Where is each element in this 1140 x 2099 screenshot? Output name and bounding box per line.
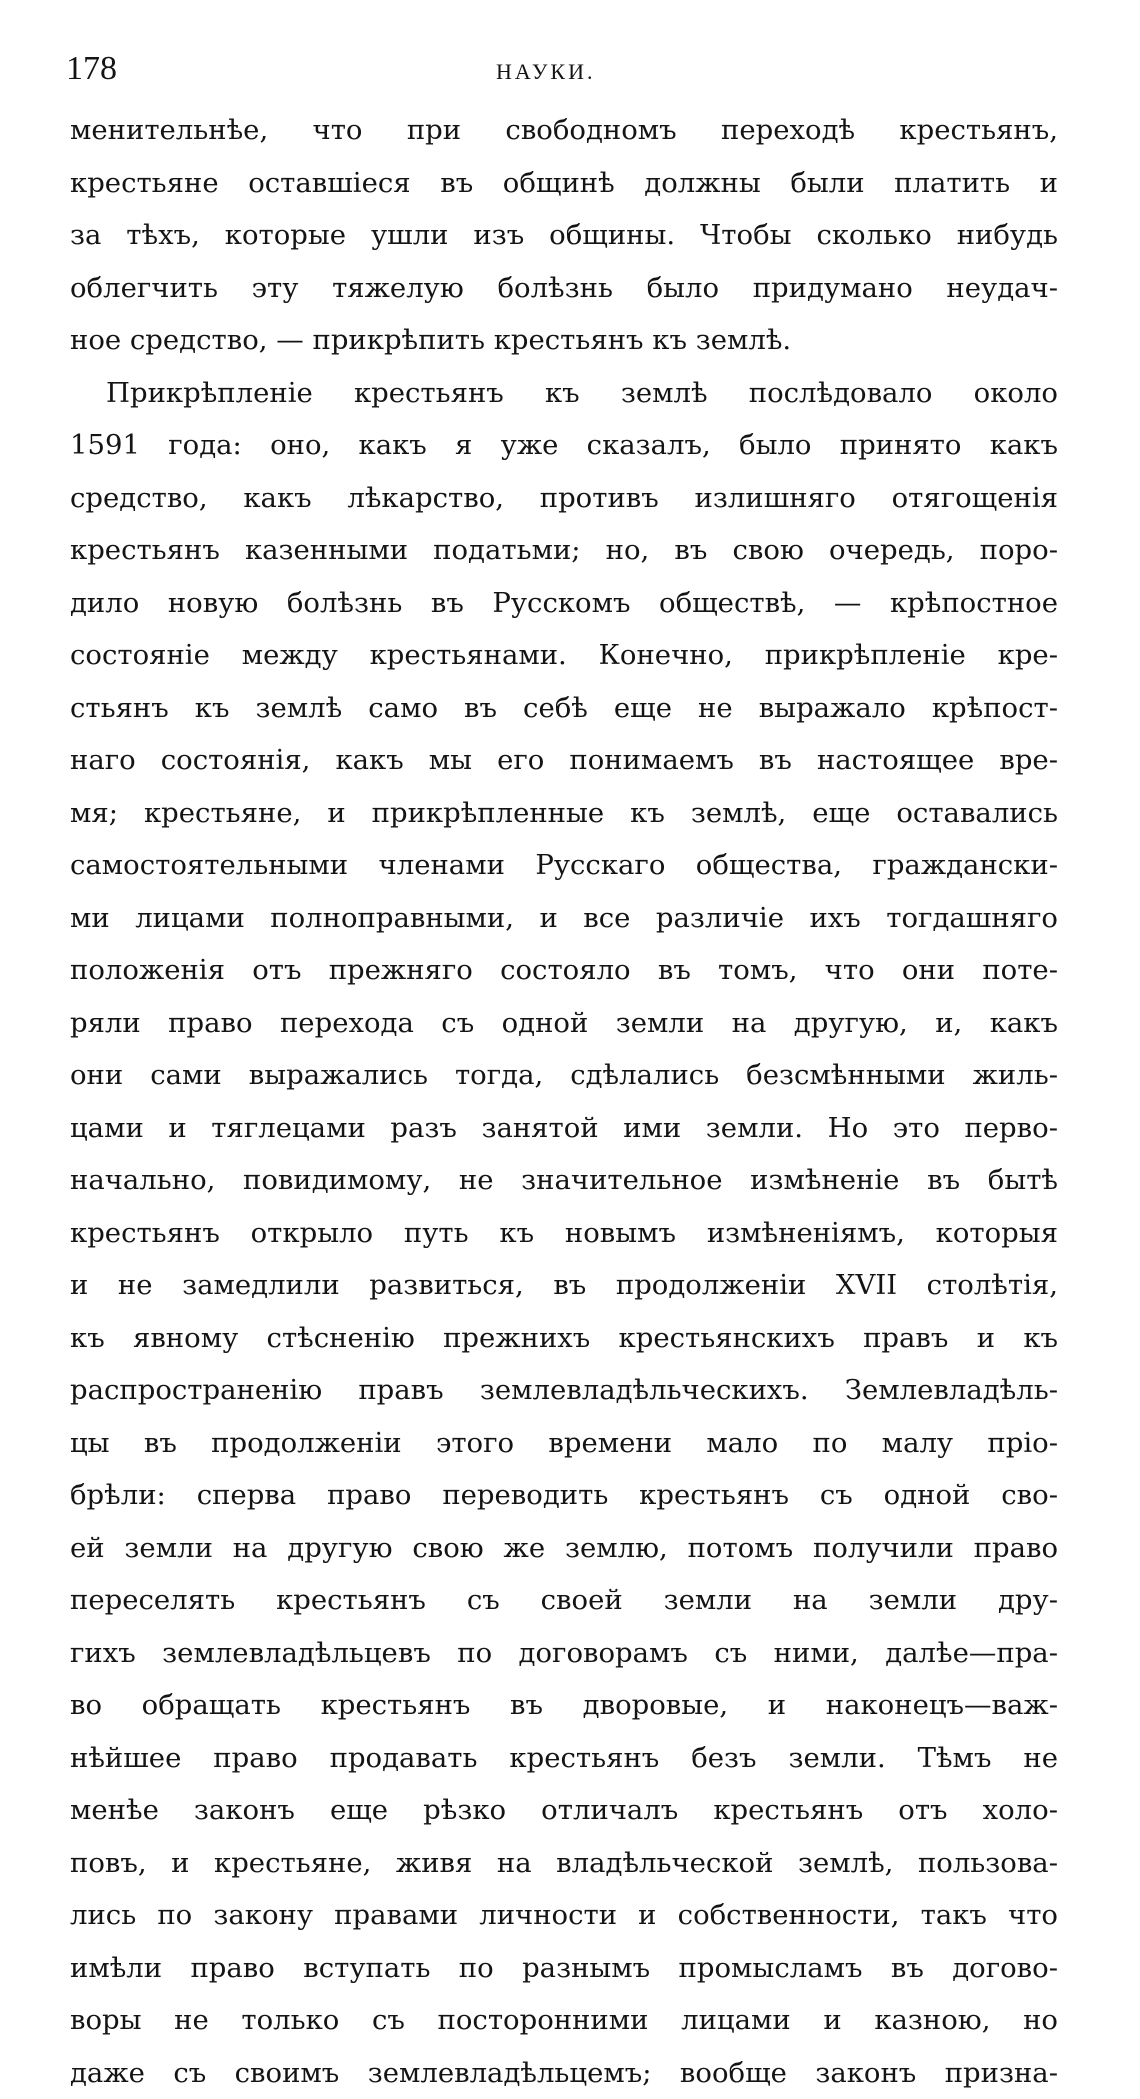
text-line: даже съ своимъ землевладѣльцемъ; вообще законъ призна- [70, 2047, 1058, 2099]
text-line: облегчить эту тяжелую болѣзнь было придумано неудач- [70, 262, 1058, 315]
body-text [70, 104, 1058, 2099]
text-line: крестьянъ открыло путь къ новымъ измѣненіямъ, которыя [70, 1207, 1058, 1260]
text-line: ряли право перехода съ одной земли на другую, и, какъ [70, 997, 1058, 1050]
text-line: 1591 года: оно, какъ я уже сказалъ, было принято какъ [70, 419, 1058, 472]
text-line: имѣли право вступать по разнымъ промысламъ въ догово- [70, 1942, 1058, 1995]
text-line: ное средство, — прикрѣпить крестьянъ къ землѣ. [70, 314, 1058, 367]
text-line: положенія отъ прежняго состояло въ томъ, что они поте- [70, 944, 1058, 997]
running-head: НАУКИ. [496, 52, 595, 92]
text-line: начально, повидимому, не значительное измѣненіе въ бытѣ [70, 1154, 1058, 1207]
text-line: наго состоянія, какъ мы его понимаемъ въ настоящее вре- [70, 734, 1058, 787]
text-line: цами и тяглецами разъ занятой ими земли. Но это перво- [70, 1102, 1058, 1155]
text-line: лись по закону правами личности и собственности, такъ что [70, 1889, 1058, 1942]
text-line: средство, какъ лѣкарство, противъ излишняго отягощенія [70, 472, 1058, 525]
text-line: во обращать крестьянъ въ дворовые, и наконецъ—важ- [70, 1679, 1058, 1732]
text-line: ей земли на другую свою же землю, потомъ получили право [70, 1522, 1058, 1575]
text-line: гихъ землевладѣльцевъ по договорамъ съ ними, далѣе—пра- [70, 1627, 1058, 1680]
page-header [66, 44, 1056, 94]
text-line: воры не только съ посторонними лицами и казною, но [70, 1994, 1058, 2047]
text-line: и не замедлили развиться, въ продолженіи XVII столѣтія, [70, 1259, 1058, 1312]
text-line: дило новую болѣзнь въ Русскомъ обществѣ, — крѣпостное [70, 577, 1058, 630]
text-line: самостоятельными членами Русскаго общества, граждански- [70, 839, 1058, 892]
text-line: ми лицами полноправными, и все различіе ихъ тогдашняго [70, 892, 1058, 945]
text-line: переселять крестьянъ съ своей земли на земли дру- [70, 1574, 1058, 1627]
text-line: они сами выражались тогда, сдѣлались безсмѣнными жиль- [70, 1049, 1058, 1102]
text-line: Прикрѣпленіе крестьянъ къ землѣ послѣдовало около [70, 367, 1058, 420]
text-line: состояніе между крестьянами. Конечно, прикрѣпленіе кре- [70, 629, 1058, 682]
text-line: повъ, и крестьяне, живя на владѣльческой землѣ, пользова- [70, 1837, 1058, 1890]
text-line: крестьянъ казенными податьми; но, въ свою очередь, поро- [70, 524, 1058, 577]
text-line: цы въ продолженіи этого времени мало по малу пріо- [70, 1417, 1058, 1470]
text-line: къ явному стѣсненію прежнихъ крестьянскихъ правъ и къ [70, 1312, 1058, 1365]
text-line: стьянъ къ землѣ само въ себѣ еще не выражало крѣпост- [70, 682, 1058, 735]
text-line: распространенію правъ землевладѣльческихъ. Землевладѣль- [70, 1364, 1058, 1417]
text-line: за тѣхъ, которые ушли изъ общины. Чтобы сколько нибудь [70, 209, 1058, 262]
text-line: нѣйшее право продавать крестьянъ безъ земли. Тѣмъ не [70, 1732, 1058, 1785]
text-line: менѣе законъ еще рѣзко отличалъ крестьянъ отъ холо- [70, 1784, 1058, 1837]
text-line: мя; крестьяне, и прикрѣпленные къ землѣ, еще оставались [70, 787, 1058, 840]
page-number: 178 [66, 44, 117, 94]
text-line: менительнѣе, что при свободномъ переходѣ крестьянъ, [70, 104, 1058, 157]
text-line: брѣли: сперва право переводить крестьянъ съ одной сво- [70, 1469, 1058, 1522]
text-line: крестьяне оставшіеся въ общинѣ должны были платить и [70, 157, 1058, 210]
